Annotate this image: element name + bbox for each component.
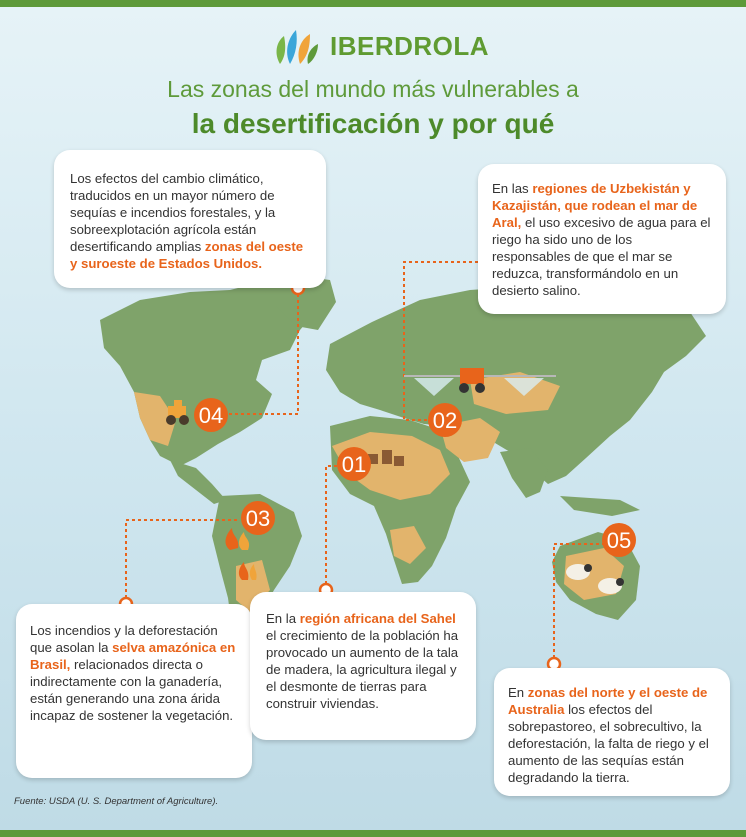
marker-02 — [428, 403, 462, 437]
card-australia — [494, 668, 730, 796]
card-aral-highlight: regiones de Uzbekistán y Kazajistán, que rodean el mar de Aral, — [492, 181, 698, 230]
marker-01 — [337, 447, 371, 481]
title-line-2: la desertificación y por qué — [191, 108, 555, 139]
marker-04 — [194, 398, 228, 432]
card-australia-text2: los efectos del sobrepastoreo, el sobrecultivo, la deforestación, la falta de riego y el aumento de las sequías están degradando la tierra. — [508, 702, 709, 785]
bottom-bar — [0, 830, 746, 837]
marker-03-label: 03 — [245, 506, 271, 531]
card-brasil-highlight: selva amazónica en Brasil, — [30, 640, 236, 672]
card-aral-text2: el uso excesivo de agua para el riego ha sido uno de los responsables de que el mar se reduzca, transformándolo en un desierto salino. — [492, 215, 711, 298]
card-sahel-highlight: región africana del Sahel — [299, 611, 456, 626]
card-brasil-text1: Los incendios y la deforestación que asolan la — [30, 623, 218, 655]
card-sahel — [250, 592, 476, 740]
card-usa-text: Los efectos del cambio climático, traducidos en un mayor número de sequías e incendios forestales, y la sobreexplotación agrícola están desertificando amplias — [70, 171, 276, 254]
card-brasil-text2: relacionados directa o indirectamente con la ganadería, están generando una zona árida incapaz de sostener la vegetación. — [30, 657, 234, 723]
marker-02-label: 02 — [432, 408, 458, 433]
card-usa-highlight: zonas del oeste y suroeste de Estados Unidos. — [70, 239, 304, 271]
marker-05-label: 05 — [606, 528, 632, 553]
card-sahel-text1: En la — [266, 611, 300, 626]
central-america-landmass — [170, 460, 226, 504]
card-australia-text1: En — [508, 685, 528, 700]
card-aral — [478, 164, 726, 314]
brand-name: IBERDROLA — [330, 30, 490, 61]
marker-03 — [241, 501, 275, 535]
marker-05 — [602, 523, 636, 557]
card-australia-highlight: zonas del norte y el oeste de Australia — [508, 685, 708, 717]
card-brasil — [16, 604, 252, 778]
card-aral-text1: En las — [492, 181, 533, 196]
connector-sahel — [326, 466, 340, 590]
source-note: Fuente: USDA (U. S. Department of Agriculture). — [14, 796, 219, 807]
marker-04-label: 04 — [198, 403, 224, 428]
card-usa — [54, 150, 326, 288]
card-sahel-text2: el crecimiento de la población ha provocado un aumento de la tala de madera, la agricultura ilegal y el desmonte de tierras para construir viviendas. — [266, 628, 459, 711]
marker-01-label: 01 — [341, 452, 367, 477]
title-line-1: Las zonas del mundo más vulnerables a — [167, 76, 579, 102]
indonesia-landmass — [560, 496, 640, 516]
